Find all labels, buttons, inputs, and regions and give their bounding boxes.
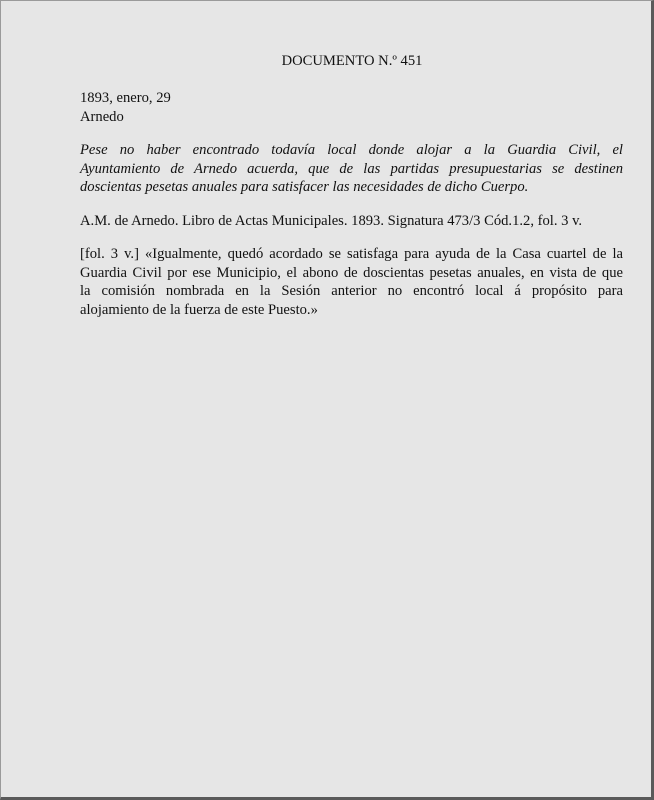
transcription-line: alojamiento de la fuerza de este Puesto.» xyxy=(80,302,318,319)
summary-line: doscientas pesetas anuales para satisfacer las necesidades de dicho Cuerpo. xyxy=(80,179,529,196)
document-summary xyxy=(80,141,623,197)
transcription-line: [fol. 3 v.] «Igualmente, quedó acordado se satisfaga para ayuda de la Casa cuartel de la xyxy=(80,246,623,262)
document-transcription xyxy=(80,245,623,320)
transcription-line: Guardia Civil por ese Municipio, el abono de doscientas pesetas anuales, en vista de que xyxy=(80,264,623,281)
summary-line: Ayuntamiento de Arnedo acuerda, que de las partidas presupuestarias se destinen xyxy=(80,160,623,177)
archive-source: A.M. de Arnedo. Libro de Actas Municipales. 1893. Signatura 473/3 Cód.1.2, fol. 3 v. xyxy=(80,213,583,229)
document-title: DOCUMENTO N.º 451 xyxy=(281,53,423,69)
summary-line: Pese no haber encontrado todavía local donde alojar a la Guardia Civil, el xyxy=(80,142,623,158)
document-date: 1893, enero, 29 xyxy=(80,90,171,106)
transcription-line: la comisión nombrada en la Sesión anterior no encontró local á propósito para xyxy=(80,283,623,300)
date-place-block xyxy=(80,89,623,126)
document-place: Arnedo xyxy=(80,108,124,125)
